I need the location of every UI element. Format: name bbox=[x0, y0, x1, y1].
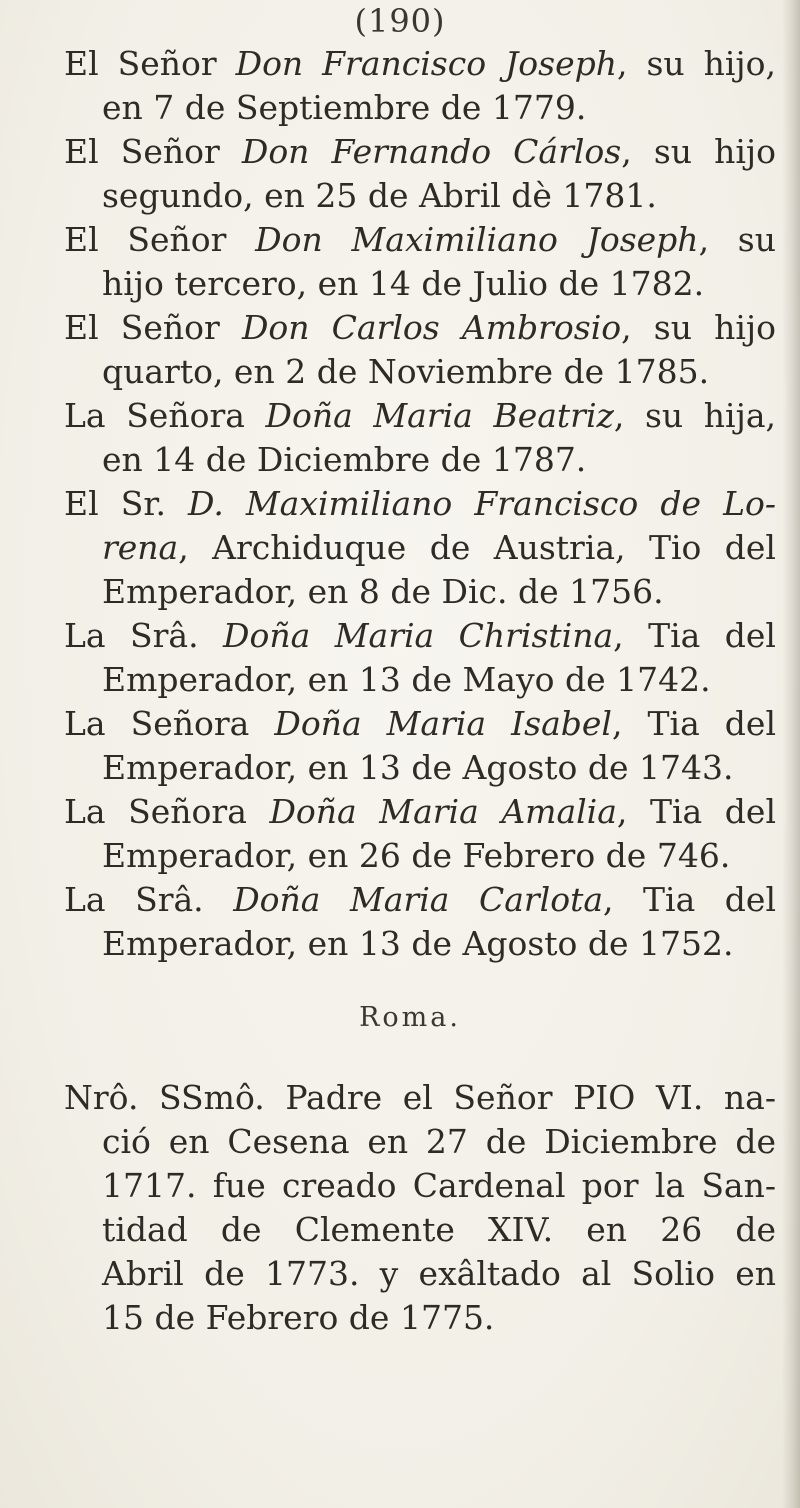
entry-line: El Señor Don Maximiliano Joseph, su bbox=[64, 220, 776, 259]
entry-line: El Señor Don Carlos Ambrosio, su hijo bbox=[64, 308, 776, 347]
entry-line: La Señora Doña Maria Amalia, Tia del bbox=[64, 792, 776, 831]
entry-line: Emperador, en 8 de Dic. de 1756. bbox=[102, 572, 664, 611]
entry-line: quarto, en 2 de Noviembre de 1785. bbox=[102, 352, 710, 391]
entry-carlos-ambrosio bbox=[64, 306, 776, 394]
entry-line: El Sr. D. Maximiliano Francisco de Lo- bbox=[64, 484, 776, 523]
paragraph-line: 1717. fue creado Cardenal por la San- bbox=[102, 1166, 776, 1205]
page-edge-shadow bbox=[782, 0, 800, 1508]
paragraph-line: 15 de Febrero de 1775. bbox=[102, 1298, 495, 1337]
entry-line: en 14 de Diciembre de 1787. bbox=[102, 440, 587, 479]
entry-line: hijo tercero, en 14 de Julio de 1782. bbox=[102, 264, 705, 303]
paragraph-line: tidad de Clemente XIV. en 26 de bbox=[102, 1210, 776, 1249]
section-heading-roma: Roma. bbox=[359, 1002, 461, 1033]
entry-line: La Srâ. Doña Maria Carlota, Tia del bbox=[64, 880, 776, 919]
entry-maria-beatriz bbox=[64, 394, 776, 482]
entry-francisco-joseph bbox=[64, 42, 776, 130]
entry-maria-carlota bbox=[64, 878, 776, 966]
entry-line: en 7 de Septiembre de 1779. bbox=[102, 88, 587, 127]
entry-fernando-carlos bbox=[64, 130, 776, 218]
entry-line: Emperador, en 13 de Mayo de 1742. bbox=[102, 660, 711, 699]
paragraph-line: Nrô. SSmô. Padre el Señor PIO VI. na- bbox=[64, 1078, 776, 1117]
entry-maria-isabel bbox=[64, 702, 776, 790]
entry-line: Emperador, en 13 de Agosto de 1752. bbox=[102, 924, 734, 963]
paragraph-line: Abril de 1773. y exâltado al Solio en bbox=[102, 1254, 776, 1293]
entry-line: La Señora Doña Maria Isabel, Tia del bbox=[64, 704, 776, 743]
entry-maximiliano-francisco bbox=[64, 482, 776, 614]
page-body bbox=[64, 42, 776, 1340]
paragraph-line: ció en Cesena en 27 de Diciembre de bbox=[102, 1122, 776, 1161]
entry-line: La Srâ. Doña Maria Christina, Tia del bbox=[64, 616, 776, 655]
entry-maximiliano-joseph bbox=[64, 218, 776, 306]
entry-line: Emperador, en 13 de Agosto de 1743. bbox=[102, 748, 734, 787]
entry-maria-amalia bbox=[64, 790, 776, 878]
entry-maria-christina bbox=[64, 614, 776, 702]
entry-line: Emperador, en 26 de Febrero de 746. bbox=[102, 836, 731, 875]
entry-line: rena, Archiduque de Austria, Tio del bbox=[102, 528, 776, 567]
entry-line: segundo, en 25 de Abril dè 1781. bbox=[102, 176, 657, 215]
entry-line: La Señora Doña Maria Beatriz, su hija, bbox=[64, 396, 776, 435]
page-number: (190) bbox=[354, 2, 446, 40]
entry-pio-vi bbox=[64, 1076, 776, 1340]
entry-line: El Señor Don Francisco Joseph, su hijo, bbox=[64, 44, 776, 83]
entry-line: El Señor Don Fernando Cárlos, su hijo bbox=[64, 132, 776, 171]
